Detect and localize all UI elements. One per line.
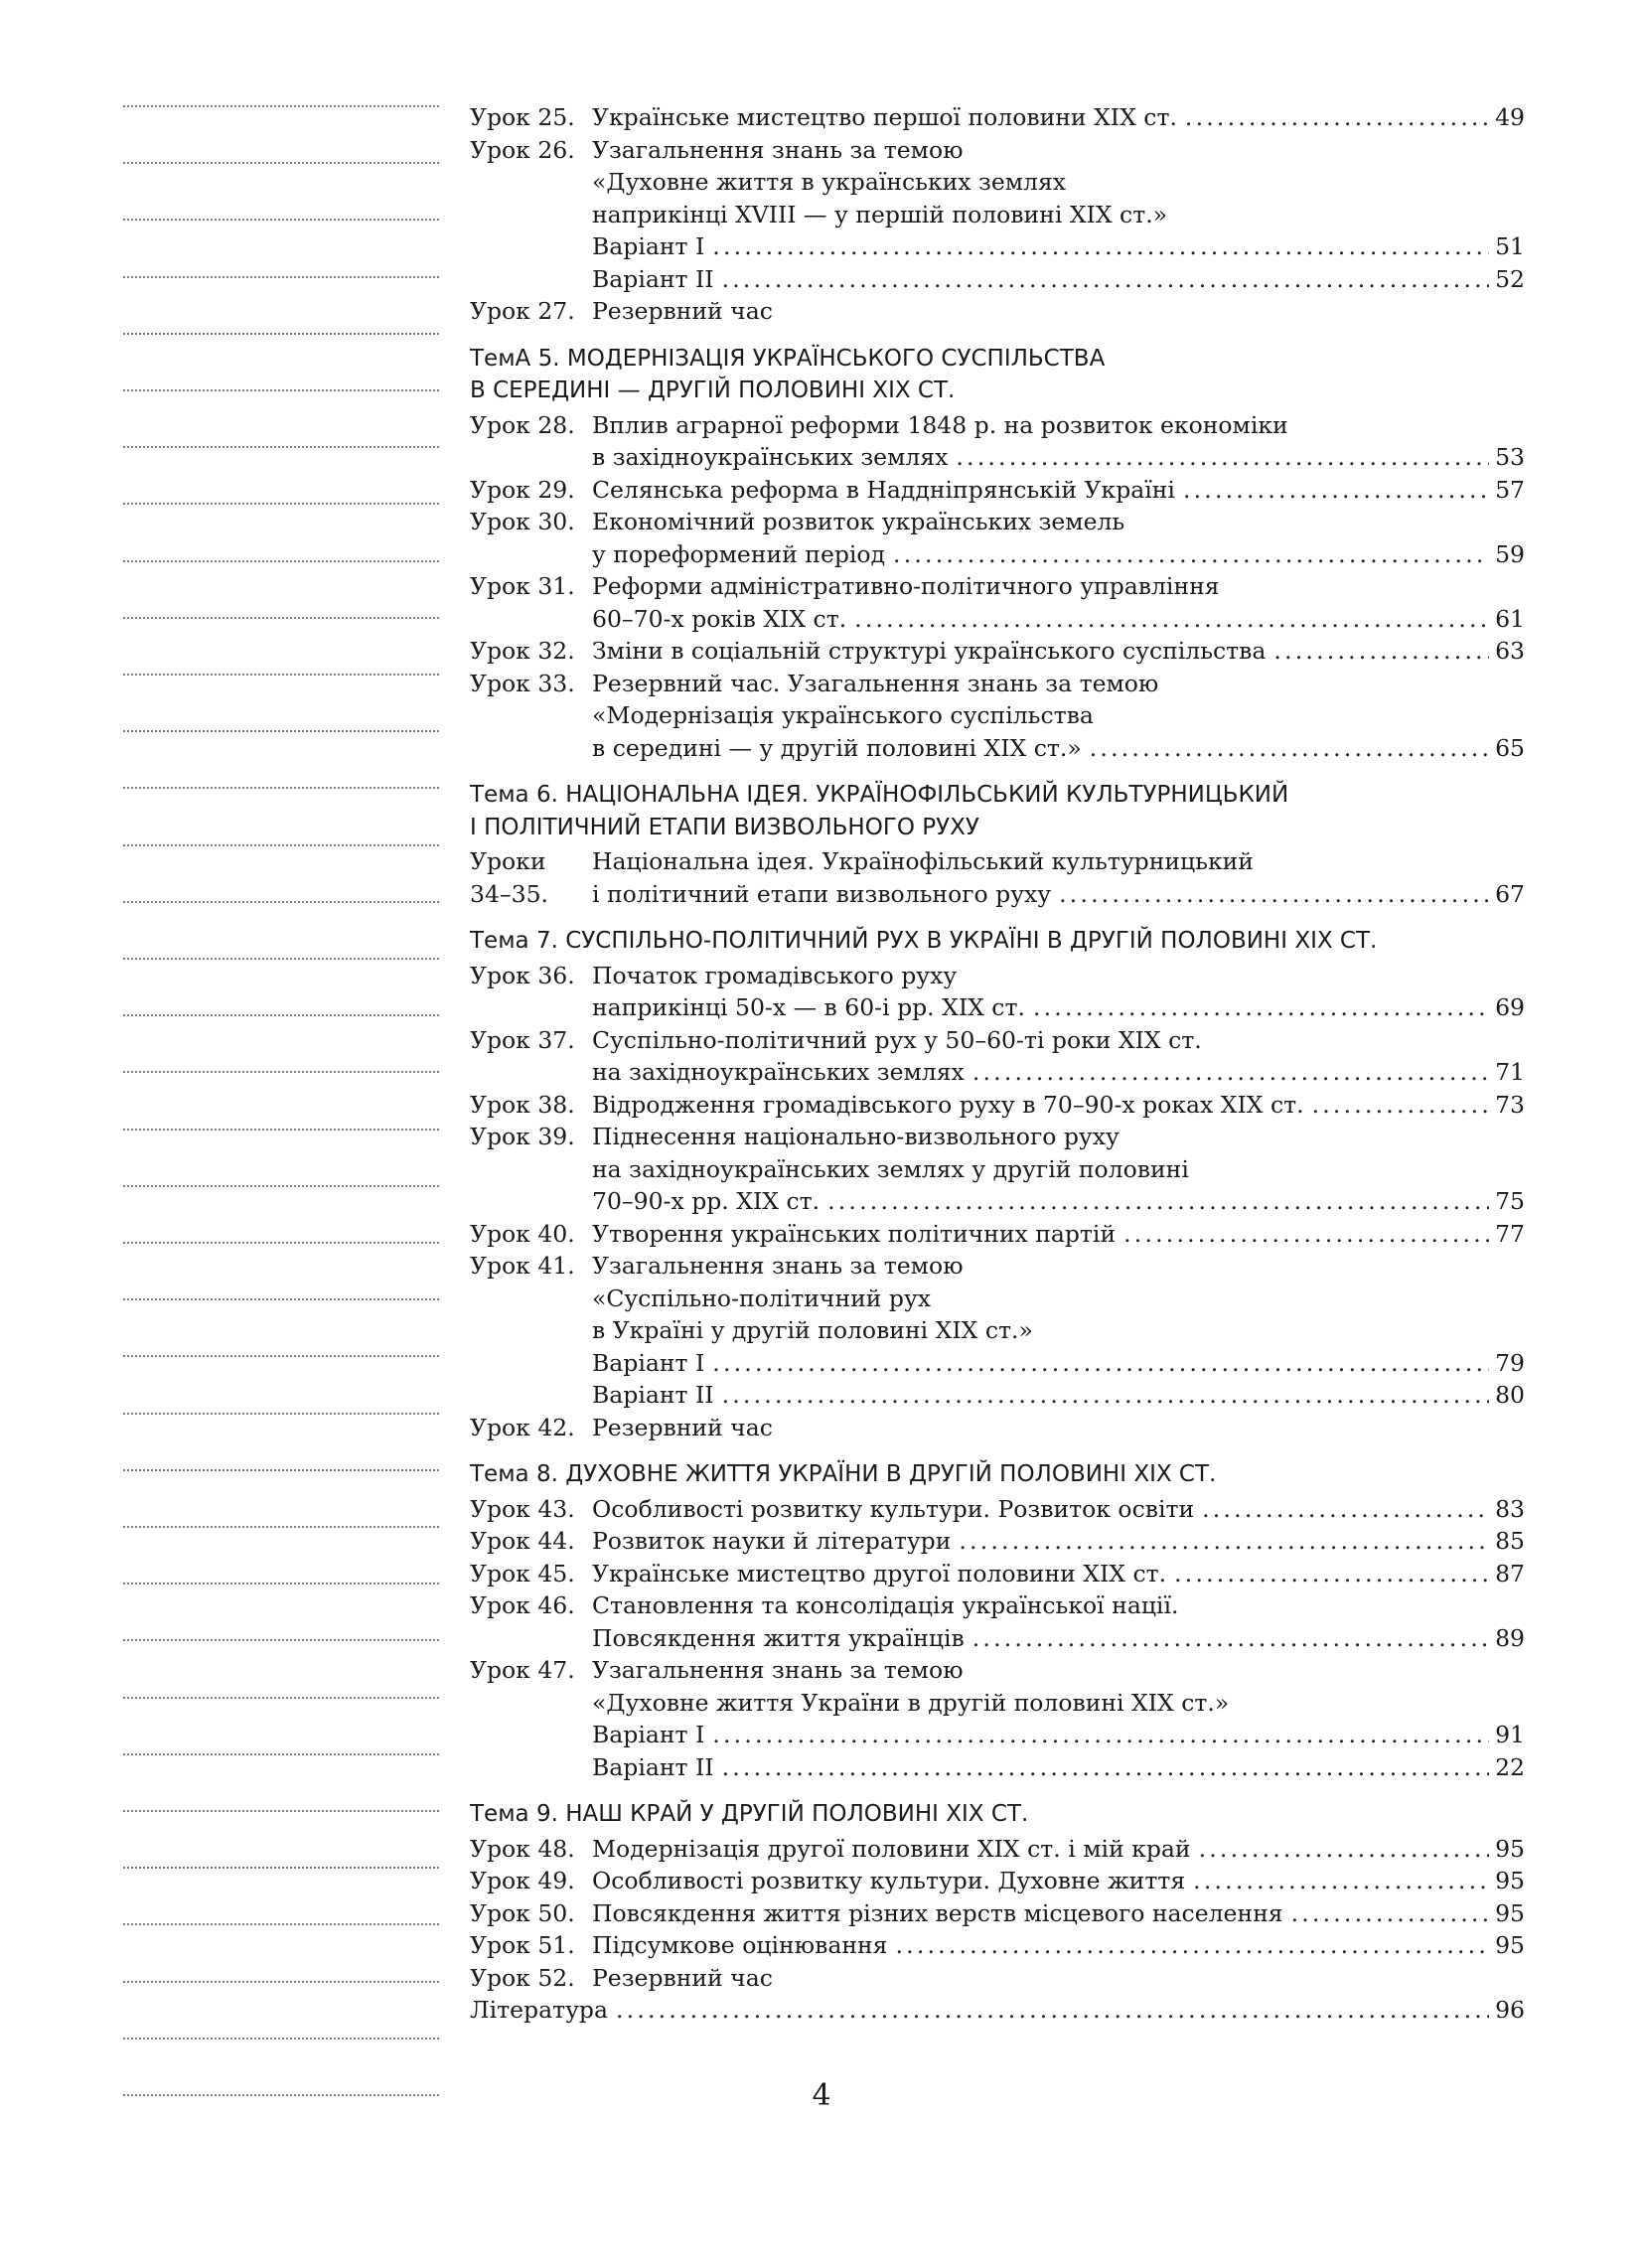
dot-leader: [959, 1525, 1489, 1558]
entry-title: 60–70-х років ХІХ ст.: [592, 604, 847, 633]
toc-line: [470, 960, 1525, 992]
entry-title: в середині — у другій половині ХІХ ст.»: [592, 733, 1082, 762]
dot-leader: [1123, 1218, 1489, 1251]
toc-line: [470, 1994, 1525, 2027]
toc-line: [470, 1865, 1525, 1897]
page-ref: 85: [1495, 1527, 1525, 1555]
lesson-label: Урок 45.: [470, 1559, 575, 1588]
note-line: [123, 446, 439, 448]
dot-leader: [893, 538, 1489, 571]
dot-leader: [1202, 1493, 1489, 1526]
toc-entry: [470, 295, 1525, 328]
toc-line: [470, 230, 1525, 263]
lesson-label: Урок 42.: [470, 1413, 575, 1441]
section-heading-line: ТемА 5. МОДЕРНІЗАЦІЯ УКРАЇНСЬКОГО СУСПІЛЬСТВА: [470, 345, 1106, 372]
toc-entry: [470, 1412, 1525, 1444]
lesson-label: Уроки: [470, 847, 546, 875]
entry-title: «Духовне життя в українських землях: [592, 168, 1067, 196]
entry-title: Варіант ІІ: [592, 1381, 714, 1409]
section-heading-line: Тема 6. НАЦІОНАЛЬНА ІДЕЯ. УКРАЇНОФІЛЬСЬКИЙ КУЛЬТУРНИЦЬКИЙ: [470, 782, 1289, 808]
entry-title: Особливості розвитку культури. Розвиток освіти: [592, 1494, 1195, 1523]
toc-entry: [470, 1250, 1525, 1412]
lesson-label: Урок 47.: [470, 1656, 575, 1684]
dot-leader: [1183, 474, 1489, 507]
entry-title: Особливості розвитку культури. Духовне життя: [592, 1867, 1186, 1894]
entry-title: Узагальнення знань за темою: [592, 1252, 964, 1280]
entry-title: Реформи адміністративно-політичного управління: [592, 572, 1220, 600]
page-ref: 49: [1495, 103, 1525, 131]
note-line: [123, 787, 439, 789]
dot-leader: [1193, 1865, 1489, 1897]
lesson-label: 34–35.: [470, 879, 549, 908]
page-ref: 79: [1495, 1348, 1525, 1377]
toc-line: [470, 199, 1525, 231]
dot-leader: [1174, 1558, 1489, 1590]
toc-line: [470, 441, 1525, 474]
toc-entry: [470, 1654, 1525, 1783]
note-line: [123, 333, 439, 335]
note-line: [123, 1469, 439, 1471]
entry-title: Зміни в соціальній структурі українського суспільства: [592, 637, 1267, 665]
toc-line: [470, 474, 1525, 507]
note-line: [123, 560, 439, 562]
entry-title: 70–90-х рр. ХІХ ст.: [592, 1187, 821, 1215]
entry-title: Варіант І: [592, 1721, 705, 1748]
note-line: [123, 1810, 439, 1812]
lesson-label: Урок 28.: [470, 410, 575, 439]
toc-entry: [470, 1929, 1525, 1962]
toc-entry: [470, 960, 1525, 1024]
dot-leader: [712, 1719, 1489, 1751]
page-ref: 95: [1495, 1898, 1525, 1927]
entry-title: Варіант ІІ: [592, 264, 714, 293]
toc-line: [470, 1347, 1525, 1380]
lesson-label: Урок 43.: [470, 1494, 575, 1523]
page-ref: 80: [1495, 1381, 1525, 1409]
page-ref: 63: [1495, 637, 1525, 665]
dot-leader: [1312, 1089, 1490, 1122]
note-line: [123, 1242, 439, 1244]
dot-leader: [827, 1185, 1489, 1218]
toc-entry: [470, 1525, 1525, 1558]
toc-line: [470, 1962, 1525, 1995]
section-heading-line: Тема 8. ДУХОВНЕ ЖИТТЯ УКРАЇНИ В ДРУГІЙ ПОЛОВИНІ ХІХ СТ.: [470, 1461, 1217, 1487]
page-ref: 95: [1495, 1867, 1525, 1894]
toc-line: [470, 1897, 1525, 1930]
lesson-label: Урок 26.: [470, 135, 575, 164]
entry-title: Резервний час: [592, 1963, 773, 1992]
note-line: [123, 1526, 439, 1528]
toc-line: [470, 570, 1525, 603]
toc-line: [470, 603, 1525, 636]
entry-title: Утворення українських політичних партій: [592, 1219, 1117, 1248]
note-line: [123, 1071, 439, 1073]
entry-title: Варіант ІІ: [592, 1752, 714, 1781]
note-line: [123, 1298, 439, 1300]
toc-entry: [470, 1493, 1525, 1526]
entry-title: Резервний час. Узагальнення знань за темою: [592, 669, 1159, 697]
lesson-label: Урок 49.: [470, 1867, 575, 1894]
toc-line: [470, 668, 1525, 700]
toc-entry: [470, 1962, 1525, 1995]
entry-title: Становлення та консолідація української нації.: [592, 1591, 1179, 1619]
toc-entry: [470, 1833, 1525, 1866]
lesson-label: Урок 30.: [470, 508, 575, 535]
toc-line: [470, 506, 1525, 538]
toc-line: [470, 409, 1525, 442]
toc-line: [470, 1024, 1525, 1057]
entry-title: Резервний час: [592, 297, 773, 325]
toc-line: [470, 878, 1525, 911]
entry-title: і політичний етапи визвольного руху: [592, 879, 1052, 908]
entry-title: Варіант І: [592, 232, 705, 260]
page-ref: 65: [1495, 733, 1525, 762]
page-ref: 73: [1495, 1090, 1525, 1119]
note-line: [123, 389, 439, 391]
toc-line: [470, 1089, 1525, 1122]
toc-line: [470, 1719, 1525, 1751]
entry-title: в західноукраїнських землях: [592, 443, 949, 471]
lesson-label: Урок 51.: [470, 1931, 575, 1959]
toc-line: [470, 699, 1525, 732]
page-ref: 96: [1495, 1996, 1525, 2024]
toc-entry: [470, 570, 1525, 635]
dot-leader: [854, 603, 1489, 636]
toc-line: [470, 134, 1525, 167]
page-ref: 87: [1495, 1559, 1525, 1588]
note-line: [123, 1981, 439, 1983]
dot-leader: [1033, 991, 1489, 1024]
toc-line: [470, 732, 1525, 765]
note-line: [123, 1697, 439, 1699]
page-ref: 69: [1495, 993, 1525, 1021]
page-ref: 52: [1495, 264, 1525, 293]
section-heading: [470, 779, 1525, 843]
note-line: [123, 1639, 439, 1641]
page-ref: 51: [1495, 232, 1525, 260]
note-line: [123, 730, 439, 732]
dot-leader: [712, 230, 1489, 263]
page-ref: 77: [1495, 1219, 1525, 1248]
dot-leader: [1273, 635, 1489, 668]
toc-entry: [470, 1024, 1525, 1089]
section-heading-line: Тема 9. НАШ КРАЙ У ДРУГІЙ ПОЛОВИНІ ХІХ СТ.: [470, 1801, 1029, 1827]
entry-title: Вплив аграрної реформи 1848 р. на розвиток економіки: [592, 410, 1288, 439]
page-ref: 91: [1495, 1721, 1525, 1748]
section-heading: [470, 1458, 1525, 1491]
section-heading: [470, 1798, 1525, 1831]
lesson-label: Урок 37.: [470, 1025, 575, 1054]
entry-title: Модернізація другої половини ХІХ ст. і мій край: [592, 1834, 1191, 1863]
entry-title: наприкінці 50-х — в 60-і рр. ХІХ ст.: [592, 993, 1025, 1021]
toc-entry: [470, 1218, 1525, 1251]
dot-leader: [956, 441, 1489, 474]
page-ref: 22: [1495, 1752, 1525, 1781]
note-line: [123, 276, 439, 278]
toc-line: [470, 101, 1525, 134]
toc-entry: [470, 1121, 1525, 1218]
entry-title: «Модернізація українського суспільства: [592, 701, 1094, 729]
note-line: [123, 105, 439, 107]
toc-entry: [470, 409, 1525, 474]
entry-title: Варіант І: [592, 1348, 705, 1377]
entry-title: Суспільно-політичний рух у 50–60-ті роки ХІХ ст.: [592, 1025, 1202, 1054]
note-line: [123, 503, 439, 505]
toc-line: [470, 1558, 1525, 1590]
lesson-label: Урок 32.: [470, 637, 575, 665]
toc-line: [470, 1622, 1525, 1655]
toc-line: [470, 1929, 1525, 1962]
section-heading-line: Тема 7. СУСПІЛЬНО-ПОЛІТИЧНИЙ РУХ В УКРАЇНІ В ДРУГІЙ ПОЛОВИНІ ХІХ СТ.: [470, 928, 1378, 954]
dot-leader: [722, 263, 1490, 296]
toc-line: [470, 538, 1525, 571]
toc-line: [470, 635, 1525, 668]
page-ref: 61: [1495, 604, 1525, 633]
page-ref: 83: [1495, 1494, 1525, 1523]
entry-title: «Суспільно-політичний рух: [592, 1284, 932, 1312]
toc-line: [470, 1525, 1525, 1558]
dot-leader: [1059, 878, 1489, 911]
toc-line: [470, 1751, 1525, 1784]
dot-leader: [1090, 732, 1489, 765]
toc-line: [470, 263, 1525, 296]
note-line: [123, 1014, 439, 1016]
entry-title: Резервний час: [592, 1413, 773, 1441]
toc-entry: [470, 1897, 1525, 1930]
toc-entry: [470, 134, 1525, 296]
note-line: [123, 901, 439, 903]
entry-title: Узагальнення знань за темою: [592, 1656, 964, 1684]
lesson-label: Урок 29.: [470, 475, 575, 504]
dot-leader: [1199, 1833, 1490, 1866]
entry-title: на західноукраїнських землях у другій половині: [592, 1154, 1189, 1183]
table-of-contents: [470, 101, 1525, 2027]
dot-leader: [895, 1929, 1489, 1962]
dot-leader: [972, 1056, 1489, 1089]
dot-leader: [1185, 101, 1489, 134]
lesson-label: Урок 46.: [470, 1591, 575, 1619]
lesson-label: Урок 40.: [470, 1219, 575, 1248]
toc-entry: [470, 101, 1525, 134]
note-line: [123, 674, 439, 676]
entry-title: Піднесення національно-визвольного руху: [592, 1123, 1120, 1150]
note-line: [123, 1867, 439, 1869]
page-ref: 95: [1495, 1931, 1525, 1959]
section-heading: [470, 925, 1525, 958]
lesson-label: Урок 39.: [470, 1123, 575, 1150]
lesson-label: Урок 31.: [470, 572, 575, 600]
toc-line: [470, 1283, 1525, 1315]
page-ref: 59: [1495, 539, 1525, 568]
entry-title: Повсякдення життя різних верств місцевого населення: [592, 1898, 1283, 1927]
dot-leader: [712, 1347, 1489, 1380]
toc-entry: [470, 635, 1525, 668]
toc-line: [470, 1412, 1525, 1444]
entry-title: Початок громадівського руху: [592, 961, 958, 989]
toc-entry: [470, 506, 1525, 570]
dot-leader: [1291, 1897, 1489, 1930]
lesson-label: Урок 27.: [470, 297, 575, 325]
entry-title: Національна ідея. Українофільський культурницький: [592, 847, 1254, 875]
entry-title: Економічний розвиток українських земель: [592, 508, 1125, 535]
lesson-label: Урок 50.: [470, 1898, 575, 1927]
lesson-label: Урок 44.: [470, 1527, 575, 1555]
toc-line: [470, 295, 1525, 328]
toc-line: [470, 1121, 1525, 1153]
toc-entry: [470, 1589, 1525, 1654]
section-heading: [470, 343, 1525, 407]
page-number: 4: [812, 2078, 831, 2113]
toc-entry: [470, 1558, 1525, 1590]
toc-line: [470, 1493, 1525, 1526]
lesson-label: Урок 48.: [470, 1834, 575, 1863]
note-line: [123, 617, 439, 619]
note-line: [123, 1753, 439, 1755]
note-line: [123, 219, 439, 221]
toc-entry: [470, 1089, 1525, 1122]
page-ref: 71: [1495, 1058, 1525, 1086]
entry-title: наприкінці XVIII — у першій половині ХІХ ст.»: [592, 200, 1168, 228]
dot-leader: [722, 1379, 1490, 1412]
note-line: [123, 1185, 439, 1187]
note-line: [123, 1355, 439, 1357]
note-line: [123, 1413, 439, 1415]
entry-title: Повсякдення життя українців: [592, 1623, 965, 1652]
note-line: [123, 1583, 439, 1585]
page-ref: 67: [1495, 879, 1525, 908]
dot-leader: [722, 1751, 1490, 1784]
toc-line: [470, 1589, 1525, 1622]
toc-line: [470, 1218, 1525, 1251]
entry-title: у пореформений період: [592, 539, 886, 568]
entry-title: Розвиток науки й літератури: [592, 1527, 952, 1555]
entry-title: Література: [470, 1996, 608, 2024]
lesson-label: Урок 38.: [470, 1090, 575, 1119]
lesson-label: Урок 41.: [470, 1252, 575, 1280]
toc-line: [470, 1314, 1525, 1347]
toc-line: [470, 1153, 1525, 1186]
entry-title: Українське мистецтво першої половини ХІХ ст.: [592, 103, 1177, 131]
toc-line: [470, 1056, 1525, 1089]
entry-title: Українське мистецтво другої половини ХІХ ст.: [592, 1559, 1167, 1588]
toc-line: [470, 1379, 1525, 1412]
dot-leader: [972, 1622, 1489, 1655]
toc-line: [470, 1687, 1525, 1720]
toc-line: [470, 991, 1525, 1024]
section-heading-line: В СЕРЕДИНІ — ДРУГІЙ ПОЛОВИНІ ХІХ СТ.: [470, 378, 956, 403]
toc-line: [470, 1654, 1525, 1687]
toc-entry: [470, 1865, 1525, 1897]
toc-entry: [470, 474, 1525, 507]
page-ref: 95: [1495, 1834, 1525, 1863]
notes-margin: [123, 105, 439, 2112]
note-line: [123, 844, 439, 846]
section-heading-line: І ПОЛІТИЧНИЙ ЕТАПИ ВИЗВОЛЬНОГО РУХУ: [470, 814, 979, 840]
page-ref: 89: [1495, 1623, 1525, 1652]
lesson-label: Урок 25.: [470, 103, 575, 131]
entry-title: Підсумкове оцінювання: [592, 1931, 888, 1959]
entry-title: в Україні у другій половині ХІХ ст.»: [592, 1316, 1033, 1344]
toc-line: [470, 1833, 1525, 1866]
toc-line: [470, 845, 1525, 878]
page-ref: 57: [1495, 475, 1525, 504]
page-ref: 53: [1495, 443, 1525, 471]
dot-leader: [616, 1994, 1489, 2027]
page-ref: 75: [1495, 1187, 1525, 1215]
toc-line: [470, 1250, 1525, 1283]
entry-title: Селянська реформа в Наддніпрянській Україні: [592, 475, 1175, 504]
note-line: [123, 162, 439, 164]
lesson-label: Урок 36.: [470, 961, 575, 989]
note-line: [123, 2038, 439, 2040]
entry-title: Відродження громадівського руху в 70–90-х роках ХІХ ст.: [592, 1090, 1304, 1119]
toc-entry-literature: [470, 1994, 1525, 2027]
entry-title: на західноукраїнських землях: [592, 1058, 965, 1086]
entry-title: Узагальнення знань за темою: [592, 135, 964, 164]
note-line: [123, 958, 439, 960]
entry-title: «Духовне життя України в другій половині ХІХ ст.»: [592, 1688, 1230, 1717]
lesson-label: Урок 33.: [470, 669, 575, 697]
note-line: [123, 1923, 439, 1925]
toc-line: [470, 166, 1525, 199]
toc-entry: [470, 845, 1525, 910]
note-line: [123, 1129, 439, 1131]
lesson-label: Урок 52.: [470, 1963, 575, 1992]
toc-entry: [470, 668, 1525, 765]
toc-line: [470, 1185, 1525, 1218]
